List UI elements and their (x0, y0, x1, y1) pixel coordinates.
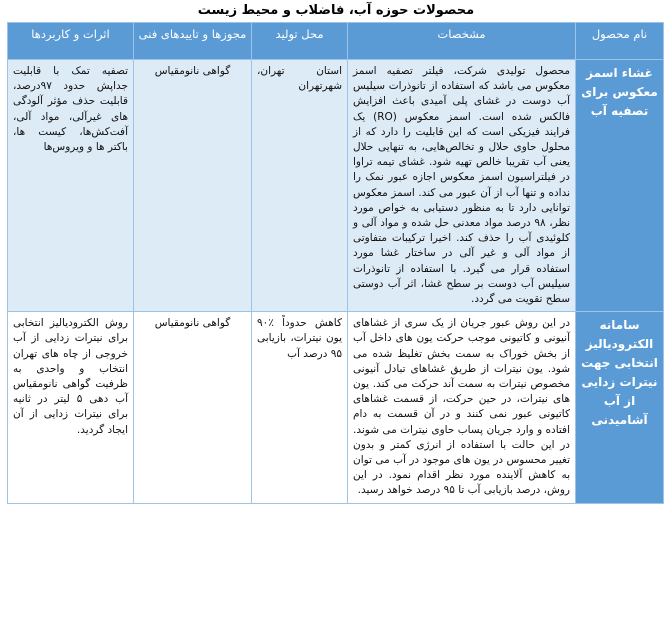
table-row (8, 312, 664, 503)
header-row (8, 23, 664, 60)
header-impacts: اثرات و کاربردها (8, 23, 134, 60)
product-name: غشاء اسمز معکوس برای تصفیه آب (576, 60, 664, 312)
table-row (8, 60, 664, 312)
products-table (7, 22, 664, 504)
product-impacts: روش الکترودیالیز انتخابی برای نیترات زدایی از آب خروجی از چاه های تهران انتخاب و واحدی به ظرفیت گواهی نانومقیاس آب دهی ۵ لیتر در ثانیه برای نیترات زدایی از آن ایجاد گردید. (8, 312, 134, 503)
header-specs: مشخصات (348, 23, 576, 60)
header-production: محل تولید (252, 23, 348, 60)
product-production: استان تهران، شهرتهران (252, 60, 348, 312)
product-specs: در این روش عبور جریان از یک سری از غشاهای آنیونی و کاتیونی موجب حرکت یون های داخل آب از بخش خوراک به سمت بخش تغلیظ شده می شود. یون نیترات از طریق غشاهای تبادل آنیونی مخصوص نیترات به سمت آند حرکت می کند. یون های نیترات، در حین حرکت، از قسمت غشاهای کاتیونی عبور نمی کنند و در آن قسمت به دام افتاده و وارد جریان پساب حاوی نیترات می شوند. در این حالت با استفاده از انرژی کمتر و بدون تغییر محسوس در یون های موجود در آب می توان به کاهش آلاینده مورد نظر اقدام نمود. در این روش، درصد بازیابی آب تا ۹۵ درصد خواهد رسید. (348, 312, 576, 503)
product-impacts: تصفیه تمک با قابلیت جداپش حدود ۹۷درصد، قابلیت حذف مؤثر آلودگی های غیرآلی، مواد آلی، آفت‌کش‌ها، کیست ها، باکتر ها و ویروس‌ها (8, 60, 134, 312)
product-production: کاهش حدوداً ٪۹۰ یون نیترات، بازیابی ۹۵ درصد آب (252, 312, 348, 503)
product-name: سامانه الکترودیالیز انتخابی جهت نیترات زدایی از آب آشامیدنی (576, 312, 664, 503)
header-permits: مجوزها و تاییدهای فنی (134, 23, 252, 60)
product-permits: گواهی نانومقیاس (134, 312, 252, 503)
page-title: محصولات حوزه آب، فاضلاب و محیط زیست (197, 3, 475, 18)
product-permits: گواهی نانومقیاس (134, 60, 252, 312)
header-name: نام محصول (576, 23, 664, 60)
product-specs: محصول تولیدی شرکت، فیلتر تصفیه اسمز معکوس می باشد که استفاده از تانوذرات سیلیس آب دوست در غشای پلی آمیدی باعث افزایش فالکس شده است. اسمز معکوس (RO) یک فرایند فیزیکی است که این قابلیت را دارد که از محلول حاوی حلال و تخالص‌هایی، به تنهایی حلال یعنی آب تقریبا خالص تهیه شود. غشای تیمه تراوا در فیلتراسیون اسمز معکوس اجازه عبور نمک را نداده و تنها آب از آن عبور می کند. اسمز معکوس توانایی دارد تا به منظور دستیابی به خواص مورد نظر، ۹۸ درصد مواد معدنی حل شده و مواد آلی و کلوئیدی آب را حذف کند. اخیرا ترکیبات متفاوتی از مواد آلی و غیر آلی در ساختار غشا مورد استفاده قرار می گیرد. با استفاده از تانوذرات سیلیس آب دوست بر سطح غشا، اثر آب دوستی سطح تقویت می گردد. (348, 60, 576, 312)
